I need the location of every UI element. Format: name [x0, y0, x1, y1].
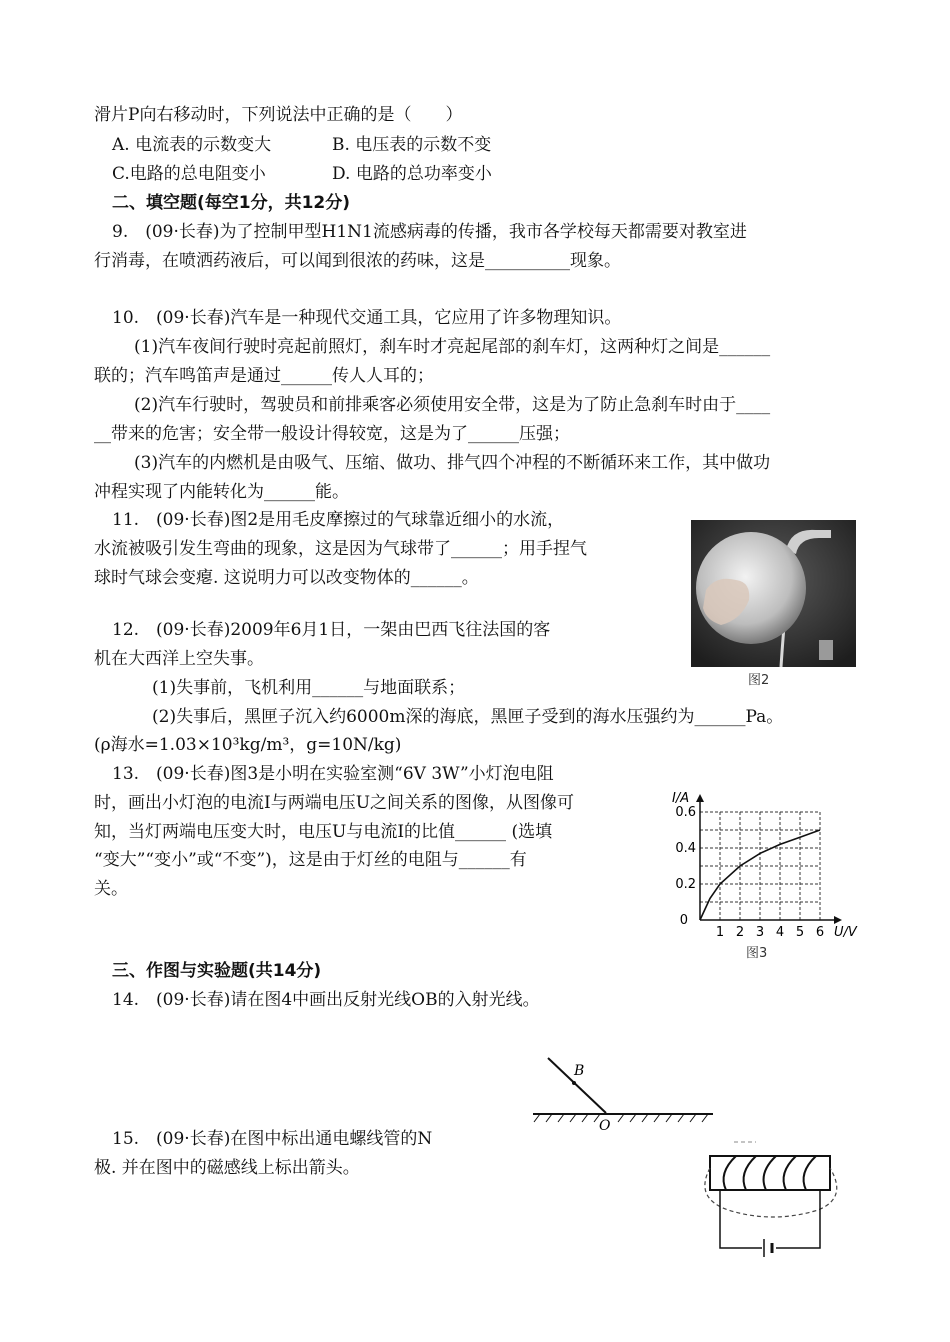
figure-solenoid [698, 1138, 858, 1258]
q13-line-2: 时，画出小灯泡的电流I与两端电压U之间关系的图像，从图像可 [94, 793, 575, 813]
q8-stem-line: 滑片P向右移动时，下列说法中正确的是（ ） [94, 105, 463, 125]
figure-2-photo [691, 520, 856, 667]
q10-part3-line2: 冲程实现了内能转化为______能。 [94, 482, 349, 502]
point-b-marker [572, 1081, 576, 1085]
q12-constants: (ρ海水=1.03×10³kg/m³，g=10N/kg) [94, 735, 402, 755]
q9-line-1: 9. (09·长春)为了控制甲型H1N1流感病毒的传播，我市各学校每天都需要对教室进 [112, 222, 747, 242]
x-axis-arrow [834, 916, 842, 924]
origin-label: 0 [679, 913, 688, 928]
figure-3-chart [668, 780, 858, 960]
x-tick-label: 6 [815, 925, 825, 940]
x-tick-label: 5 [795, 925, 805, 940]
q8-option-a: A. 电流表的示数变大 [112, 135, 272, 155]
figure-3-caption: 图3 [746, 946, 768, 961]
q8-option-d: D. 电路的总功率变小 [332, 164, 492, 184]
q10-part1-line2: 联的；汽车鸣笛声是通过______传人人耳的； [94, 366, 434, 386]
q10-part3-line1: (3)汽车的内燃机是由吸气、压缩、做功、排气四个冲程的不断循环来工作，其中做功 [134, 453, 771, 473]
y-tick-label: 0.6 [675, 805, 696, 820]
q8-option-b: B. 电压表的示数不变 [332, 135, 492, 155]
q15-line-2: 极. 并在图中的磁感线上标出箭头。 [94, 1158, 360, 1178]
figure-4-reflection [528, 1050, 718, 1130]
q8-option-c: C.电路的总电阻变小 [112, 164, 266, 184]
q13-line-5: 关。 [94, 879, 128, 899]
x-tick-label: 1 [715, 925, 725, 940]
q10-stem: 10. (09·长春)汽车是一种现代交通工具，它应用了许多物理知识。 [112, 308, 622, 328]
x-tick-label: 2 [735, 925, 745, 940]
q11-line-2: 水流被吸引发生弯曲的现象，这是因为气球带了______；用手捏气 [94, 539, 587, 559]
label-o: O [599, 1118, 611, 1130]
q9-line-2: 行消毒，在喷洒药液后，可以闻到很浓的药味，这是__________现象。 [94, 251, 621, 271]
section-3-heading: 三、作图与实验题(共14分) [112, 961, 322, 981]
y-tick-label: 0.4 [675, 841, 696, 856]
y-axis-arrow [696, 794, 704, 802]
label-b: B [574, 1063, 585, 1079]
wire-left [720, 1190, 762, 1248]
q15-line-1: 15. (09·长春)在图中标出通电螺线管的N [112, 1129, 433, 1149]
iu-graph [668, 780, 858, 940]
y-tick-label: 0.2 [675, 877, 696, 892]
q10-part2-line2: __带来的危害；安全带一般设计得较宽，这是为了______压强； [94, 424, 570, 444]
q10-part2-line1: (2)汽车行驶时，驾驶员和前排乘客必须使用安全带，这是为了防止急刹车时由于____ [134, 395, 771, 415]
q12-part2: (2)失事后，黑匣子沉入约6000m深的海底，黑匣子受到的海水压强约为______Pa。 [152, 707, 784, 727]
q14-text: 14. (09·长春)请在图4中画出反射光线OB的入射光线。 [112, 990, 540, 1010]
x-tick-label: 4 [775, 925, 785, 940]
q10-part1-line1: (1)汽车夜间行驶时亮起前照灯，刹车时才亮起尾部的刹车灯，这两种灯之间是______ [134, 337, 771, 357]
section-2-heading: 二、填空题(每空1分，共12分) [112, 193, 351, 213]
x-axis-label: U/V [834, 925, 857, 940]
q13-line-4: “变大”“变小”或“不变”)，这是由于灯丝的电阻与______有 [94, 850, 527, 870]
solenoid-coils [724, 1156, 816, 1190]
reflection-diagram [528, 1050, 718, 1130]
q12-part1: (1)失事前，飞机利用______与地面联系； [152, 678, 466, 698]
q11-line-3: 球时气球会变瘪. 这说明力可以改变物体的______。 [94, 568, 479, 588]
q12-line-1: 12. (09·长春)2009年6月1日，一架由巴西飞往法国的客 [112, 620, 551, 640]
solenoid-diagram [698, 1138, 858, 1258]
mirror-hatching [534, 1114, 708, 1122]
q12-line-2: 机在大西洋上空失事。 [94, 649, 264, 669]
q13-line-3: 知，当灯两端电压变大时，电压U与电流I的比值______ (选填 [94, 822, 553, 842]
x-tick-label: 3 [755, 925, 765, 940]
q13-line-1: 13. (09·长春)图3是小明在实验室测“6V 3W”小灯泡电阻 [112, 764, 554, 784]
q11-line-1: 11. (09·长春)图2是用毛皮摩擦过的气球靠近细小的水流， [112, 510, 565, 530]
y-axis-label: I/A [672, 791, 690, 806]
figure-2-caption: 图2 [748, 673, 770, 688]
balloon-water-illustration [691, 520, 856, 667]
wire-right [776, 1190, 820, 1248]
